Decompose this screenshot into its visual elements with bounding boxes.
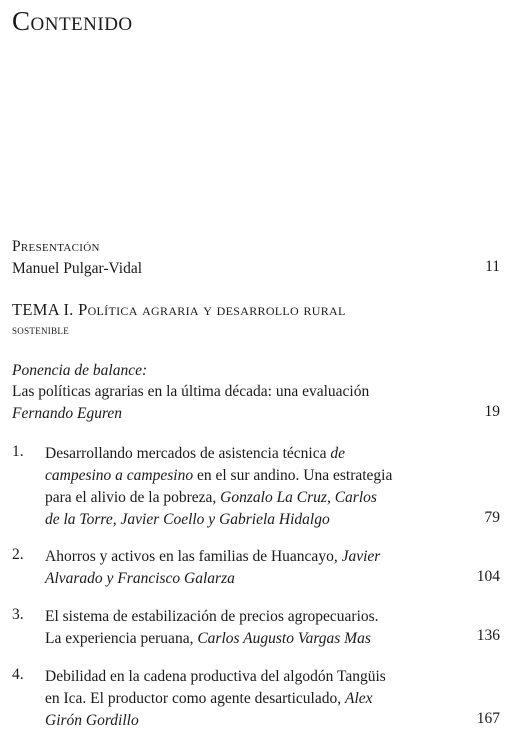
toc-entry-2 — [45, 546, 445, 590]
entry-text: Ahorros y activos en las familias de Huancayo, — [45, 548, 342, 565]
ponencia-label: Ponencia de balance: — [12, 362, 148, 379]
entry-text: en el sur andino. Una estrategia — [193, 467, 393, 484]
toc-entry-1 — [45, 443, 445, 531]
entry-text: La experiencia peruana, — [45, 630, 198, 647]
entry-author: Alex — [344, 690, 373, 707]
entry-page: 167 — [476, 710, 500, 727]
entry-author: Alvarado y Francisco Galarza — [45, 570, 235, 587]
presentation-page: 11 — [485, 258, 500, 275]
entry-number: 4. — [12, 666, 24, 683]
entry-text: Desarrollando mercados de asistencia técnica — [45, 445, 331, 462]
entry-text: de — [330, 445, 345, 462]
entry-text: campesino a campesino — [45, 467, 194, 484]
entry-text: Debilidad en la cadena productiva del algodón Tangüis — [45, 668, 386, 685]
tema-heading: TEMA I. Política agraria y desarrollo rural — [12, 300, 346, 319]
page-title: Contenido — [12, 6, 133, 36]
entry-text: en Ica. El productor como agente desarticulado, — [45, 690, 345, 707]
entry-number: 2. — [12, 546, 24, 563]
entry-page: 104 — [476, 568, 500, 585]
presentation-author: Manuel Pulgar-Vidal — [12, 260, 143, 277]
ponencia-page: 19 — [484, 403, 500, 420]
entry-author: Carlos Augusto Vargas Mas — [197, 630, 371, 647]
entry-number: 1. — [12, 443, 24, 460]
ponencia-title: Las políticas agrarias en la última década: una evaluación — [12, 383, 370, 400]
toc-entry-3 — [45, 606, 445, 650]
toc-entry-4 — [45, 666, 445, 732]
entry-author: Girón Gordillo — [45, 712, 139, 729]
ponencia-author: Fernando Eguren — [12, 405, 123, 422]
presentation-heading: Presentación — [12, 238, 100, 255]
tema-heading-cont: sostenible — [12, 322, 69, 337]
entry-page: 136 — [476, 627, 500, 644]
entry-text: Javier — [341, 548, 381, 565]
entry-number: 3. — [12, 606, 24, 623]
entry-page: 79 — [484, 509, 500, 526]
entry-text: El sistema de estabilización de precios agropecuarios. — [45, 608, 379, 625]
entry-text: Gonzalo La Cruz, Carlos — [220, 489, 377, 506]
entry-text: para el alivio de la pobreza, — [45, 489, 221, 506]
entry-author: de la Torre, Javier Coello y Gabriela Hidalgo — [45, 511, 330, 528]
